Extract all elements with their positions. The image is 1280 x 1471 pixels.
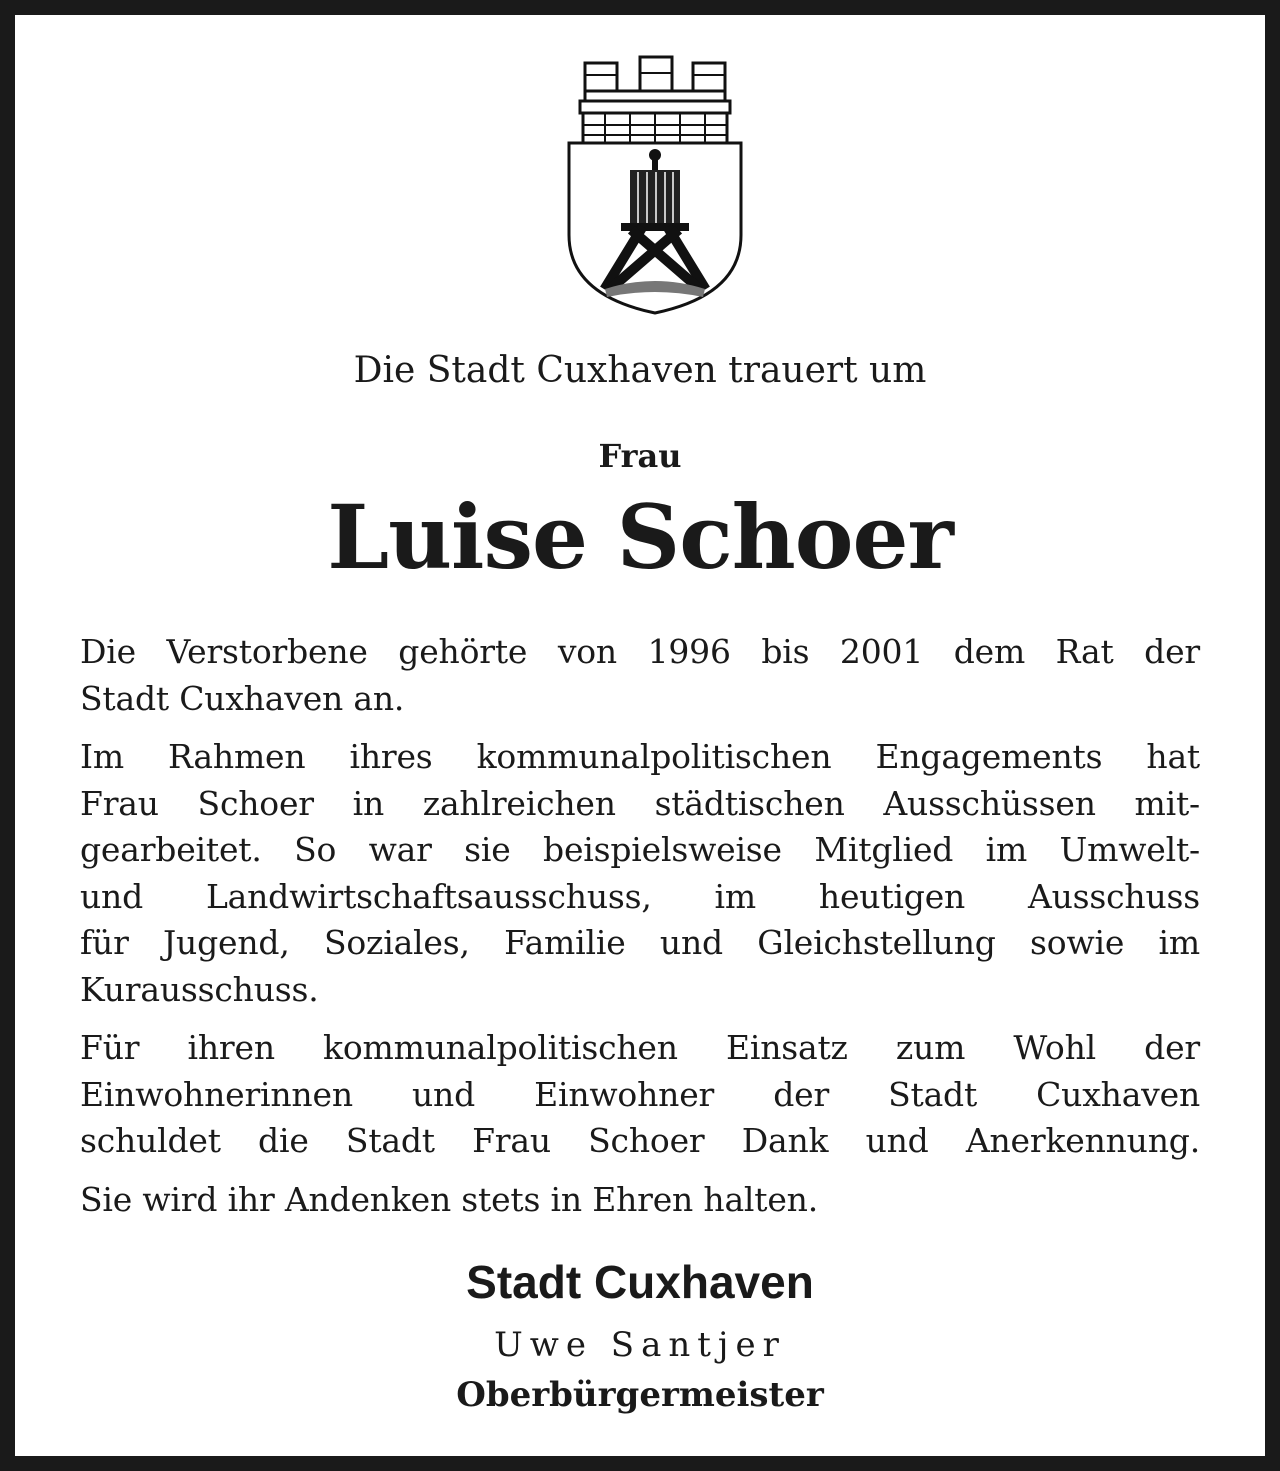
obituary-body [80,629,1200,1235]
text-line: Sie wird ihr Andenken stets in Ehren halten. [80,1179,819,1219]
deceased-name: Luise Schoer [327,485,953,589]
coat-of-arms-icon [555,45,755,320]
text-line: Stadt Cuxhaven an. [80,678,405,718]
paragraph [80,1025,1200,1165]
paragraph [80,629,1200,722]
text-line: Für ihren kommunalpolitischen Einsatz zum Wohl der [80,1028,1200,1067]
text-line: und Landwirtschaftsausschuss, im heutigen Ausschuss [80,876,1200,916]
paragraph [80,1177,1200,1224]
signer-title: Oberbürgermeister [456,1375,824,1415]
obituary-notice [15,15,1265,1456]
text-line: Die Verstorbene gehörte von 1996 bis 2001 dem Rat der [80,632,1200,671]
signer-name: Uwe Santjer [494,1325,786,1365]
text-line: gearbeitet. So war sie beispielsweise Mitglied im Umwelt- [80,830,1200,869]
salutation: Frau [598,437,682,475]
text-line: Einwohnerinnen und Einwohner der Stadt Cuxhaven [80,1074,1200,1114]
organization: Stadt Cuxhaven [466,1256,814,1308]
text-line: Im Rahmen ihres kommunalpolitischen Engagements hat [80,737,1200,776]
text-line: schuldet die Stadt Frau Schoer Dank und Anerkennung. [80,1121,1200,1160]
text-line: für Jugend, Soziales, Familie und Gleichstellung sowie im [80,923,1200,962]
intro-text: Die Stadt Cuxhaven trauert um [353,350,927,391]
text-line: Frau Schoer in zahlreichen städtischen Ausschüssen mit- [80,783,1200,823]
text-line: Kurausschuss. [80,969,319,1009]
paragraph [80,734,1200,1013]
